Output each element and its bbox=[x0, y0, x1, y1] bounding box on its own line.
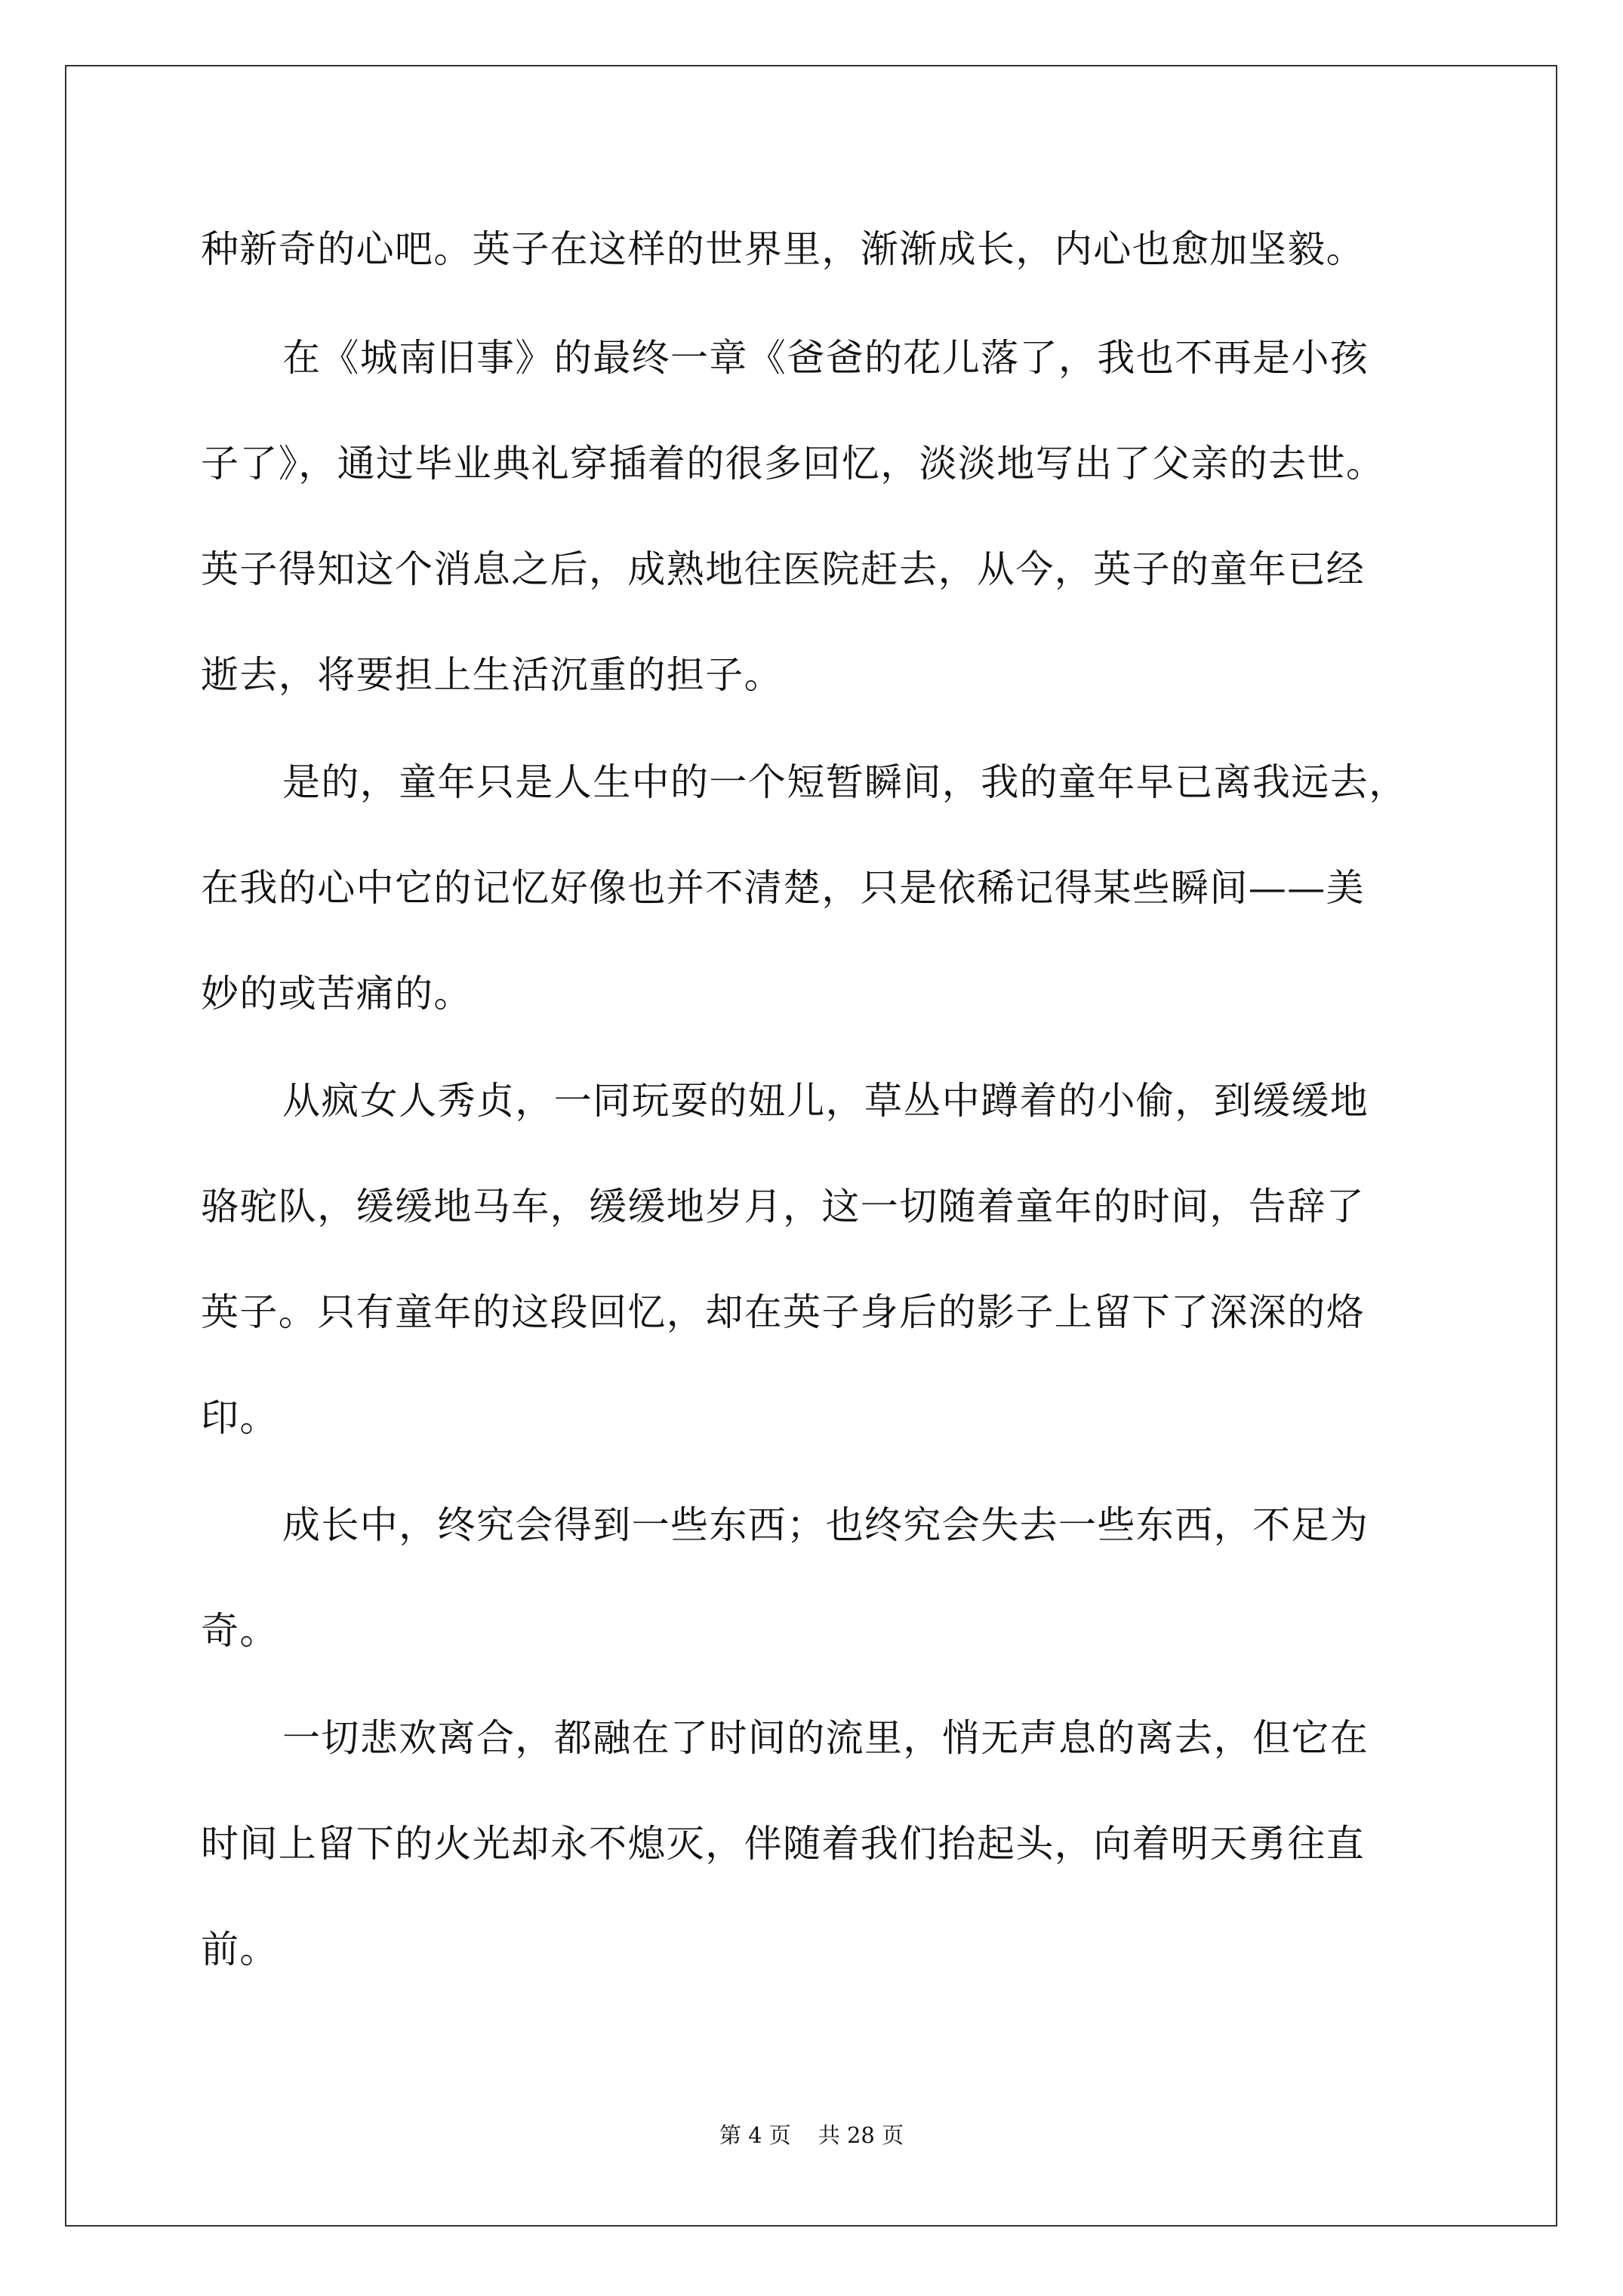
text-line: 在《城南旧事》的最终一章《爸爸的花儿落了，我也不再是小孩 bbox=[282, 336, 1369, 380]
page-number-total: 共 28 页 bbox=[818, 2122, 904, 2148]
text-line: 英子得知这个消息之后，成熟地往医院赶去，从今，英子的童年已经 bbox=[201, 547, 1365, 591]
page-border bbox=[65, 65, 1557, 2227]
page-footer bbox=[0, 2122, 1623, 2149]
text-line: 骆驼队，缓缓地马车，缓缓地岁月，这一切随着童年的时间，告辞了 bbox=[201, 1185, 1365, 1228]
page-number-current: 第 4 页 bbox=[719, 2122, 791, 2148]
text-line: 在我的心中它的记忆好像也并不清楚，只是依稀记得某些瞬间——美 bbox=[201, 866, 1365, 910]
text-line: 从疯女人秀贞，一同玩耍的妞儿，草丛中蹲着的小偷，到缓缓地 bbox=[282, 1079, 1369, 1123]
text-line: 子了》，通过毕业典礼穿插着的很多回忆，淡淡地写出了父亲的去世。 bbox=[201, 442, 1385, 485]
text-line: 前。 bbox=[201, 1928, 279, 1971]
text-line: 奇。 bbox=[201, 1609, 279, 1653]
text-line: 逝去，将要担上生活沉重的担子。 bbox=[201, 653, 783, 697]
text-line: 印。 bbox=[201, 1396, 279, 1440]
text-line: 是的，童年只是人生中的一个短暂瞬间，我的童年早已离我远去， bbox=[282, 760, 1408, 804]
text-line: 成长中，终究会得到一些东西；也终究会失去一些东西，不足为 bbox=[282, 1503, 1369, 1547]
text-line: 时间上留下的火光却永不熄灭，伴随着我们抬起头，向着明天勇往直 bbox=[201, 1822, 1365, 1866]
text-line: 一切悲欢离合，都融在了时间的流里，悄无声息的离去，但它在 bbox=[282, 1716, 1369, 1760]
text-line: 英子。只有童年的这段回忆，却在英子身后的影子上留下了深深的烙 bbox=[201, 1290, 1365, 1334]
text-line: 妙的或苦痛的。 bbox=[201, 972, 473, 1015]
text-line: 种新奇的心吧。英子在这样的世界里，渐渐成长，内心也愈加坚毅。 bbox=[201, 227, 1365, 271]
